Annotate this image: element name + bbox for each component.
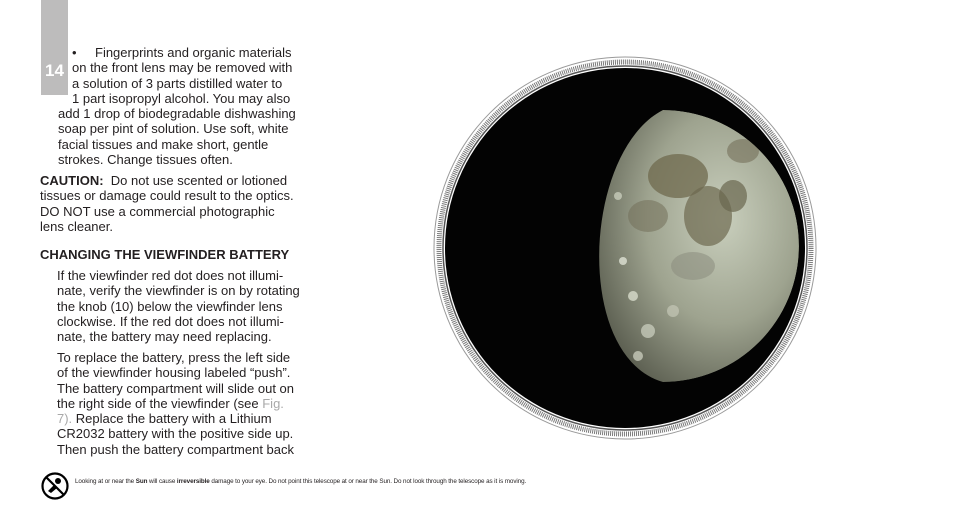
caution-label: CAUTION: (40, 173, 104, 188)
bullet-line-8: strokes. Change tissues often. (58, 152, 233, 168)
figure-reference[interactable]: Fig. (262, 395, 284, 411)
bullet-line-5: add 1 drop of biodegradable dishwashing (58, 106, 296, 122)
no-sun-viewing-icon (41, 472, 69, 500)
moon-photo (433, 56, 817, 440)
cleaning-bullet (40, 45, 296, 167)
caution-paragraph: CAUTION: Do not use scented or lotioned tissues or damage could result to the optics. DO NOT use a commercial photographic lens cleaner. (40, 173, 294, 234)
bullet-line-7: facial tissues and make short, gentle (58, 136, 269, 152)
sun-warning-footer: Looking at or near the Sun will cause irreversible damage to your eye. Do not point this telescope at or near the Sun. Do not look through the telescope as it is moving. (75, 478, 527, 485)
bullet-line-4: 1 part isopropyl alcohol. You may also (72, 90, 291, 106)
bullet-line-3: a solution of 3 parts distilled water to (72, 75, 283, 91)
battery-paragraph-1: If the viewfinder red dot does not illumi- nate, verify the viewfinder is on by rotating the knob (10) below the viewfinder lens clockwise. If the red dot does not illumi- nate, the battery may need replacing. (57, 268, 300, 345)
bullet-line-6: soap per pint of solution. Use soft, white (58, 121, 289, 137)
bullet-line-2: on the front lens may be removed with (72, 60, 293, 76)
section-heading: CHANGING THE VIEWFINDER BATTERY (40, 247, 290, 262)
battery-paragraph-2: To replace the battery, press the left side of the viewfinder housing labeled “push”. The battery compartment will slide out on the right side of the viewfinder (see Fig. 7). Replace the battery with a Lithium CR2032 battery with the positive side up. Then push the battery compartment back (57, 350, 295, 457)
bullet-line-1: • Fingerprints and organic materials (72, 45, 292, 60)
bullet-mark: • (72, 45, 77, 60)
page-number: 14 (45, 61, 64, 80)
